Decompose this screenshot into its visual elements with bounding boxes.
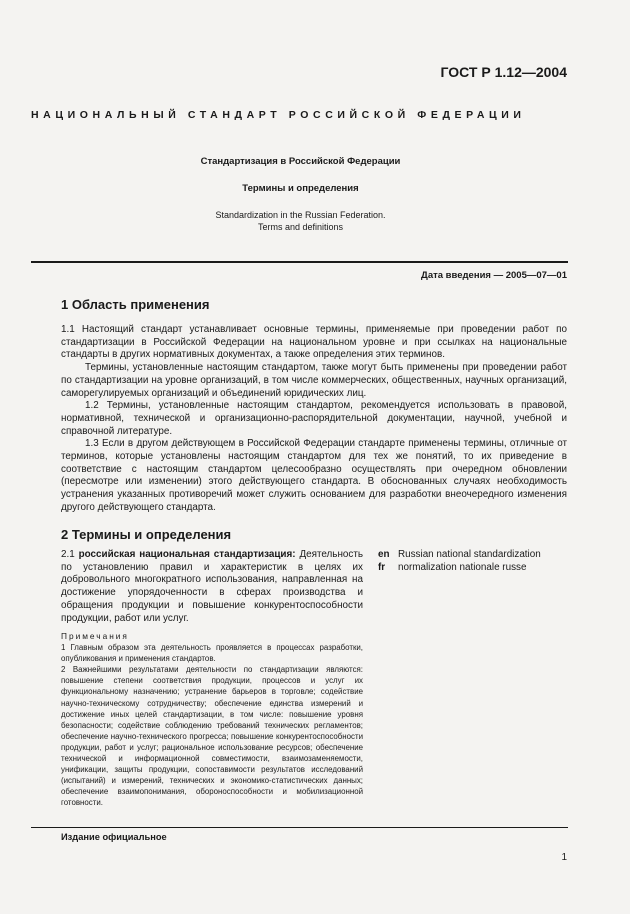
paragraph: 1.2 Термины, установленные настоящим стандартом, рекомендуется использовать в правовой, нормативной, технической и организационно-распорядительной документации, научной, учебной и справочной литературе.: [61, 400, 567, 437]
paragraph: Термины, установленные настоящим стандартом, также могут быть применены при проведении работ по стандартизации на уровне организаций, в том числе коммерческих, общественных, научных организаций, саморегулируемых организаций и объединений юридических лиц.: [61, 362, 567, 399]
document-subtitle: Термины и определения: [242, 183, 359, 194]
term-notes: [61, 631, 363, 809]
term-number: 2.1: [61, 549, 75, 560]
note-item: 1 Главным образом эта деятельность проявляется в процессах разработки, опубликования и применения стандартов.: [61, 643, 363, 664]
edition-label: Издание официальное: [61, 832, 167, 842]
term-equivalents: [378, 549, 541, 575]
page-number: 1: [561, 852, 567, 863]
section-2-heading: 2 Термины и определения: [61, 527, 232, 542]
document-title: Стандартизация в Российской Федерации: [200, 156, 401, 167]
divider-rule: [31, 261, 568, 263]
term-definition: Деятельность по установлению правил и характеристик в целях их добровольного многократного использования, направленная на достижение упорядоченности в сферах производства и обращения продукции и повышение конкурентоспособности продукции, работ или услуг.: [61, 549, 363, 624]
notes-heading: Примечания: [61, 631, 129, 641]
national-standard-banner: НАЦИОНАЛЬНЫЙ СТАНДАРТ РОССИЙСКОЙ ФЕДЕРАЦИИ: [31, 109, 526, 121]
section-1-heading: 1 Область применения: [61, 297, 210, 312]
paragraph: 1.3 Если в другом действующем в Российской Федерации стандарте применены термины, отличные от терминов, которые установлены настоящим стандартом для тех же понятий, то их приведение в соответствие с настоящим стандартом целесообразно осуществлять при очередном обновлении (пересмотре или изменении) этого действующего стандарта. В обоснованных случаях необходимость устранения указанных противоречий может служить основанием для разработки внеочередного изменения другого действующего стандарта.: [61, 438, 567, 513]
paragraph: 1.1 Настоящий стандарт устанавливает основные термины, применяемые при проведении работ по стандартизации в Российской Федерации на национальном уровне и при ссылках на национальные стандарты в других нормативных документах, а также определения этих терминов.: [61, 324, 567, 361]
document-code: ГОСТ Р 1.12—2004: [440, 64, 567, 80]
note-item: 2 Важнейшими результатами деятельности по стандартизации являются: повышение степени соответствия продукции, процессов и услуг их функциональному назначению; устранение барьеров в торговле; содействие научно-техническому сотрудничеству; обеспечение единства измерений и достижение иных целей стандартизации, в том числе: повышение уровня безопасности; содействие соблюдению требований технических регламентов; обеспечение научно-технического прогресса; повышение конкурентоспособности продукции, работ и услуг; рациональное использование ресурсов; обеспечение технической и информационной совместимости, взаимозаменяемости, унификации, защиты продукции, сопоставимости результатов исследований (испытаний) и измерений, технических и экономико-статистических данных; обеспечение взаимопонимания, обороноспособности и мобилизационной готовности.: [61, 665, 363, 808]
equivalent-en: en Russian national standardization: [378, 549, 541, 560]
english-title-line2: Terms and definitions: [257, 222, 344, 232]
section-1-body: [61, 324, 567, 515]
term-entry: [61, 549, 363, 625]
english-title-line1: Standardization in the Russian Federation.: [215, 210, 386, 220]
intro-date: Дата введения — 2005—07—01: [421, 270, 567, 281]
equivalent-fr: fr normalization nationale russe: [378, 561, 527, 573]
term-name: российская национальная стандартизация:: [78, 549, 296, 560]
footer-rule: [31, 827, 568, 828]
